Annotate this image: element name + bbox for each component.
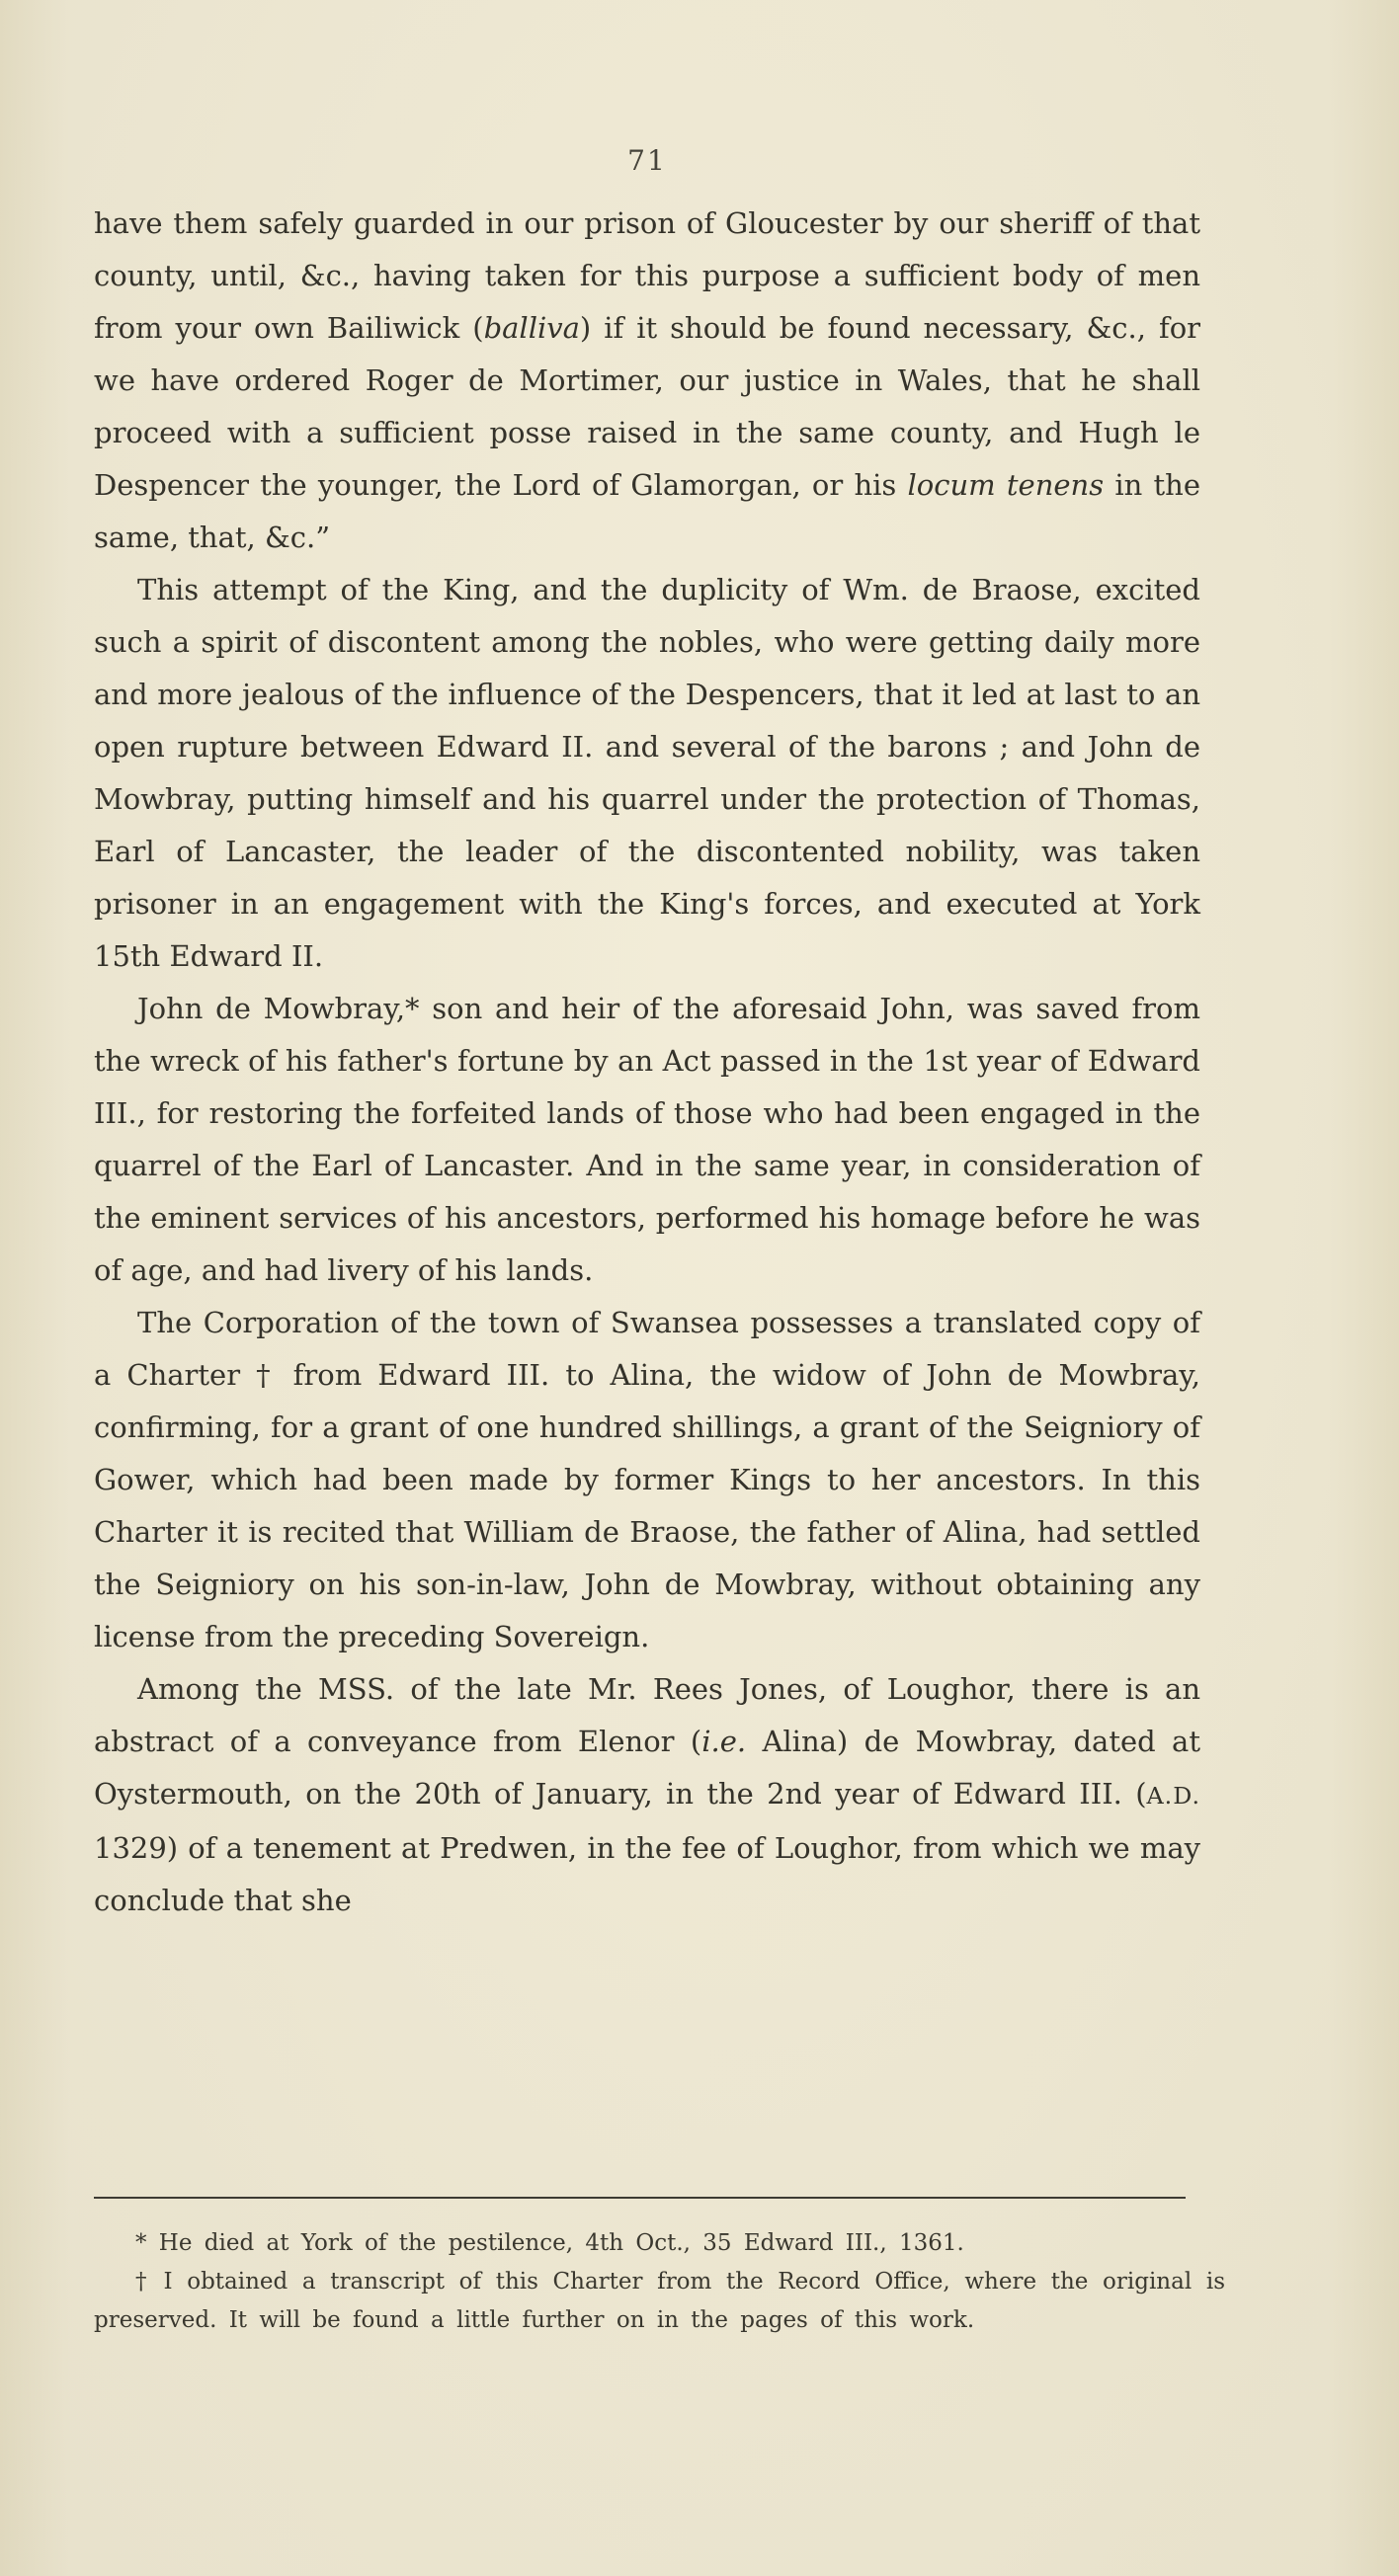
footnote — [94, 2224, 1225, 2263]
paragraph-segment: have them safely guarded in our prison of Gloucester by our sheriff of that county, until, &c., having taken for this purpose a sufficient body of men from your own Bailiwick ( — [94, 206, 1200, 345]
footnote-segment: † I obtained a transcript of this Charter from the Record Office, where the original is preserved. It will be found a little further on in the pages of this work. — [94, 2269, 1225, 2333]
footnote — [94, 2263, 1225, 2340]
body-text — [94, 198, 1200, 1927]
paragraph-segment: 1329) of a tenement at Predwen, in the fee of Loughor, from which we may conclude that she — [94, 1831, 1200, 1917]
paragraph-italic-segment: i.e. — [701, 1725, 747, 1758]
paragraph-segment: Among the MSS. of the late Mr. Rees Jones, of Loughor, there is an abstract of a conveyance from Elenor ( — [94, 1672, 1200, 1758]
paragraph-smallcaps-segment: A.D. — [1146, 1782, 1200, 1810]
paragraph — [94, 564, 1200, 983]
paragraph — [94, 983, 1200, 1297]
paragraph-italic-segment: locum tenens — [907, 468, 1105, 502]
paragraph — [94, 1297, 1200, 1663]
page-number: 71 — [627, 144, 667, 177]
footnotes — [94, 2224, 1225, 2340]
footnote-separator-rule — [94, 2197, 1186, 2199]
paragraph-segment: Alina) de Mowbray, dated at Oystermouth, on the 20th of January, in the 2nd year of Edward III. ( — [94, 1725, 1200, 1811]
paragraph — [94, 198, 1200, 564]
paragraph-segment: The Corporation of the town of Swansea possesses a translated copy of a Charter † from Edward III. to Alina, the widow of John de Mowbray, confirming, for a grant of one hundred shillings, a grant of the Seigniory of Gower, which had been made by former Kings to her ancestors. In this Charter it is recited that William de Braose, the father of Alina, had settled the Seigniory on his son-in-law, John de Mowbray, without obtaining any license from the preceding Sovereign. — [94, 1306, 1200, 1653]
footnote-segment: * He died at York of the pestilence, 4th Oct., 35 Edward III., 1361. — [135, 2230, 964, 2256]
paragraph — [94, 1663, 1200, 1927]
paragraph-segment: ) if it should be found necessary, &c., for we have ordered Roger de Mortimer, our justice in Wales, that he shall proceed with a sufficient posse raised in the same county, and Hugh le Despencer the younger, the Lord of Glamorgan, or his — [94, 311, 1201, 502]
paragraph-segment: This attempt of the King, and the duplicity of Wm. de Braose, excited such a spirit of discontent among the nobles, who were getting daily more and more jealous of the influence of the Despencers, that it led at last to an open rupture between Edward II. and several of the barons ; and John de Mowbray, putting himself and his quarrel under the protection of Thomas, Earl of Lancaster, the leader of the discontented nobility, was taken prisoner in an engagement with the King's forces, and executed at York 15th Edward II. — [94, 573, 1200, 973]
paragraph-italic-segment: balliva — [483, 311, 580, 345]
paragraph-segment: in the same, that, &c.” — [94, 468, 1201, 554]
paragraph-segment: John de Mowbray,* son and heir of the aforesaid John, was saved from the wreck of his father's fortune by an Act passed in the 1st year of Edward III., for restoring the forfeited lands of those who had been engaged in the quarrel of the Earl of Lancaster. And in the same year, in consideration of the eminent services of his ancestors, performed his homage before he was of age, and had livery of his lands. — [94, 992, 1200, 1287]
